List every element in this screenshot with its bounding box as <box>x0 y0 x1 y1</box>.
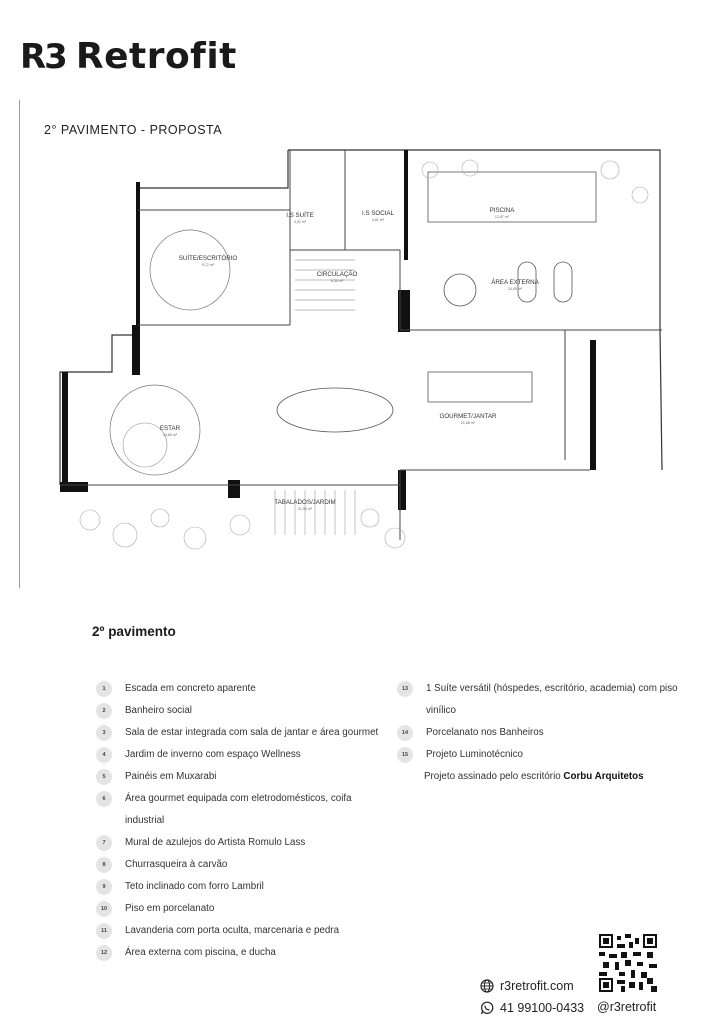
room-label-suite: SUÍTE/ESCRITÓRIO <box>178 255 238 262</box>
item-text: Área externa com piscina, e ducha <box>125 947 276 958</box>
room-area-gourmet: 21,68 m² <box>460 421 476 425</box>
item-text: Churrasqueira à carvão <box>125 859 228 870</box>
plan-title: 2° PAVIMENTO - PROPOSTA <box>44 123 223 137</box>
item-text: Piso em porcelanato <box>125 903 215 914</box>
room-label-area-externa: ÁREA EXTERNA <box>491 279 539 286</box>
list-item <box>96 722 386 744</box>
phone-row[interactable] <box>480 997 584 1019</box>
item-number: 8 <box>96 857 112 873</box>
logo-name: Retrofit <box>75 36 237 77</box>
credit-prefix: Projeto assinado pelo escritório <box>424 771 564 782</box>
list-item <box>96 854 386 876</box>
room-label-circulacao: CIRCULAÇÃO <box>316 271 358 278</box>
item-text: Mural de azulejos do Artista Romulo Lass <box>125 837 306 848</box>
list-item <box>96 920 386 942</box>
item-number: 10 <box>96 901 112 917</box>
item-number: 7 <box>96 835 112 851</box>
features-list-left <box>96 678 386 964</box>
room-label-jardim: TABALADOS/JARDIM <box>274 499 336 506</box>
list-item <box>96 898 386 920</box>
item-text: Escada em concreto aparente <box>125 683 256 694</box>
website-row[interactable] <box>480 975 584 997</box>
room-area-circulacao: 8,35 m² <box>330 279 344 283</box>
item-text: 1 Suíte versátil (hóspedes, escritório, academia) com piso vinílico <box>426 683 678 716</box>
room-label-gourmet: GOURMET/JANTAR <box>439 413 497 420</box>
list-item <box>96 876 386 898</box>
item-number: 6 <box>96 791 112 807</box>
room-label-estar: ESTAR <box>159 425 181 432</box>
list-item <box>96 678 386 700</box>
item-number: 11 <box>96 923 112 939</box>
item-text: Sala de estar integrada com sala de jantar e área gourmet <box>125 727 379 738</box>
item-number: 1 <box>96 681 112 697</box>
item-text: Jardim de inverno com espaço Wellness <box>125 749 301 760</box>
list-item <box>397 722 697 744</box>
room-area-estar: 24,80 m² <box>162 433 178 437</box>
social-handle[interactable]: @r3retrofit <box>597 1000 657 1014</box>
credit-firm: Corbu Arquitetos <box>563 771 644 782</box>
features-list-right <box>397 678 697 788</box>
room-label-is-social: I.S SOCIAL <box>362 210 394 217</box>
item-text: Painéis em Muxarabi <box>125 771 217 782</box>
room-area-piscina: 12,87 m² <box>494 215 510 219</box>
contact-block <box>480 975 584 1019</box>
list-item <box>96 766 386 788</box>
item-number: 12 <box>96 945 112 961</box>
item-number: 13 <box>397 681 413 697</box>
item-text: Teto inclinado com forro Lambril <box>125 881 264 892</box>
whatsapp-icon <box>480 1001 494 1015</box>
list-item <box>96 942 386 964</box>
item-text: Porcelanato nos Banheiros <box>426 727 544 738</box>
room-area-suite: 9,72 m² <box>201 263 215 267</box>
item-number: 5 <box>96 769 112 785</box>
website-link[interactable]: r3retrofit.com <box>500 979 574 993</box>
project-credit <box>397 766 697 788</box>
item-number: 2 <box>96 703 112 719</box>
item-text: Área gourmet equipada com eletrodomésticos, coifa industrial <box>125 793 352 826</box>
section-title: 2º pavimento <box>92 624 176 639</box>
floor-plan <box>50 140 672 580</box>
item-text: Projeto Luminotécnico <box>426 749 523 760</box>
list-item <box>96 700 386 722</box>
room-label-is-suite: I.S SUÍTE <box>286 212 314 219</box>
item-number: 4 <box>96 747 112 763</box>
room-area-jardim: 21,95 m² <box>297 507 313 511</box>
room-area-is-suite: 4,02 m² <box>293 220 307 224</box>
item-number: 9 <box>96 879 112 895</box>
item-number: 14 <box>397 725 413 741</box>
room-area-area-externa: 24,45 m² <box>507 287 523 291</box>
item-number: 15 <box>397 747 413 763</box>
logo-mark: R3 <box>20 36 66 77</box>
item-number: 3 <box>96 725 112 741</box>
globe-icon <box>480 979 494 993</box>
list-item <box>397 744 697 766</box>
item-text: Lavanderia com porta oculta, marcenaria e pedra <box>125 925 340 936</box>
list-item <box>96 788 386 832</box>
room-label-piscina: PISCINA <box>489 207 515 214</box>
list-item <box>397 678 697 722</box>
list-item <box>96 744 386 766</box>
item-text: Banheiro social <box>125 705 192 716</box>
divider-line <box>19 100 20 588</box>
floor-plan-drawing <box>50 140 672 580</box>
phone-number[interactable]: 41 99100-0433 <box>500 1001 585 1015</box>
brand-logo <box>20 36 237 77</box>
list-item <box>96 832 386 854</box>
qr-code[interactable] <box>599 934 657 992</box>
room-area-is-social: 4,81 m² <box>371 218 385 222</box>
